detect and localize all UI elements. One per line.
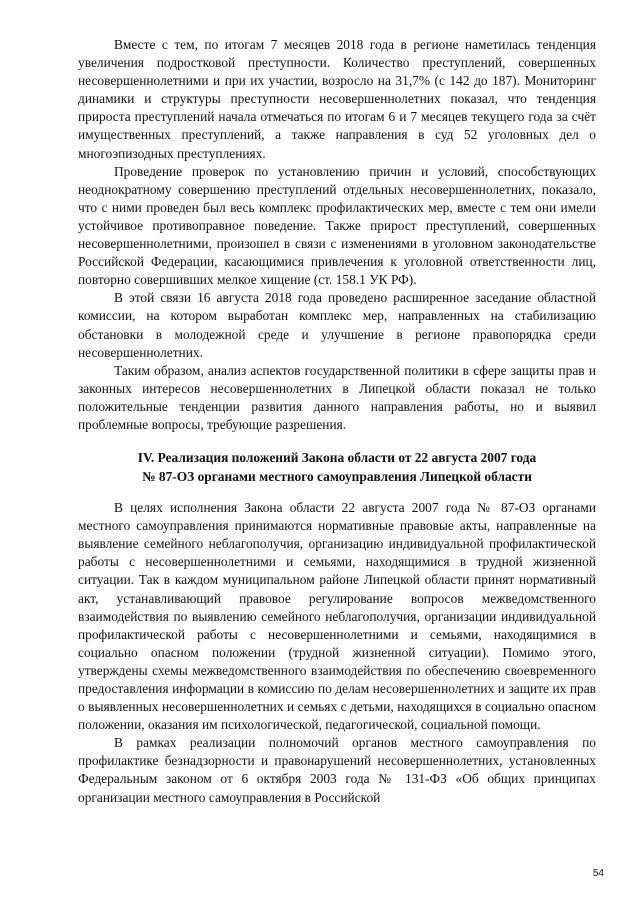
paragraph-conclusion: Таким образом, анализ аспектов государственной политики в сфере защиты прав и законных интересов несовершеннолетних в Липецкой области показал не только положительные тенденции развития данного направления работы, но и выявил проблемные вопросы, требующие разрешения.	[78, 362, 596, 432]
page-number: 54	[592, 868, 604, 879]
document-page	[78, 36, 596, 807]
section-heading-line-2: № 87-ОЗ органами местного самоуправления Липецкой области	[142, 469, 532, 485]
section-heading	[78, 448, 596, 486]
section-heading-line-1: IV. Реализация положений Закона области от 22 августа 2007 года	[137, 450, 537, 466]
paragraph-commission-meeting: В этой связи 16 августа 2018 года проведено расширенное заседание областной комиссии, на котором выработан комплекс мер, направленных на стабилизацию обстановки в молодежной среде и улучшение в регионе правопорядка среди несовершеннолетних.	[78, 290, 596, 360]
paragraph-inspections: Проведение проверок по установлению причин и условий, способствующих неоднократному совершению преступлений отдельных несовершеннолетних, показало, что с ними проведен был весь комплекс профилактических мер, вместе с тем они имели устойчивое противоправное поведение. Также прирост преступлений, совершенных несовершеннолетними, произошел в связи с изменениями в уголовном законодательстве Российской Федерации, касающимися привлечения к уголовной ответственности лиц, повторно совершивших мелкое хищение (ст. 158.1 УК РФ).	[78, 163, 596, 288]
paragraph-teen-crime-growth: Вместе с тем, по итогам 7 месяцев 2018 года в регионе наметилась тенденция увеличения подростковой преступности. Количество преступлений, совершенных несовершеннолетними и при их участии, возросло на 31,7% (с 142 до 187). Мониторинг динамики и структуры преступности несовершеннолетних показал, что тенденция прироста преступлений начала отмечаться по итогам 6 и 7 месяцев текущего года за счёт имущественных преступлений, а также направления в суд 52 уголовных дел о многоэпизодных преступлениях.	[78, 37, 596, 161]
paragraph-local-government: В рамках реализации полномочий органов местного самоуправления по профилактике безнадзорности и правонарушений несовершеннолетних, установленных Федеральным законом от 6 октября 2003 года № 131-ФЗ «Об общих принципах организации местного самоуправления в Российской	[78, 735, 596, 805]
paragraph-law-implementation: В целях исполнения Закона области 22 августа 2007 года № 87-ОЗ органами местного самоуправления принимаются нормативные правовые акты, направленные на выявление семейного неблагополучия, организацию индивидуальной профилактической работы с несовершеннолетними и семьями, находящимися в трудной жизненной ситуации. Так в каждом муниципальном районе Липецкой области принят нормативный акт, устанавливающий правовое регулирование вопросов межведомственного взаимодействия по выявлению семейного неблагополучия, организации индивидуальной профилактической работы с несовершеннолетними и семьями, находящимися в социально опасном положении (трудной жизненной ситуации). Помимо этого, утверждены схемы межведомственного взаимодействия по обеспечению своевременного предоставления информации в комиссию по делам несовершеннолетних и защите их прав о выявленных несовершеннолетних и семьях с детьми, находящихся в социально опасном положении, оказания им психологической, педагогической, социальной помощи.	[78, 500, 596, 733]
